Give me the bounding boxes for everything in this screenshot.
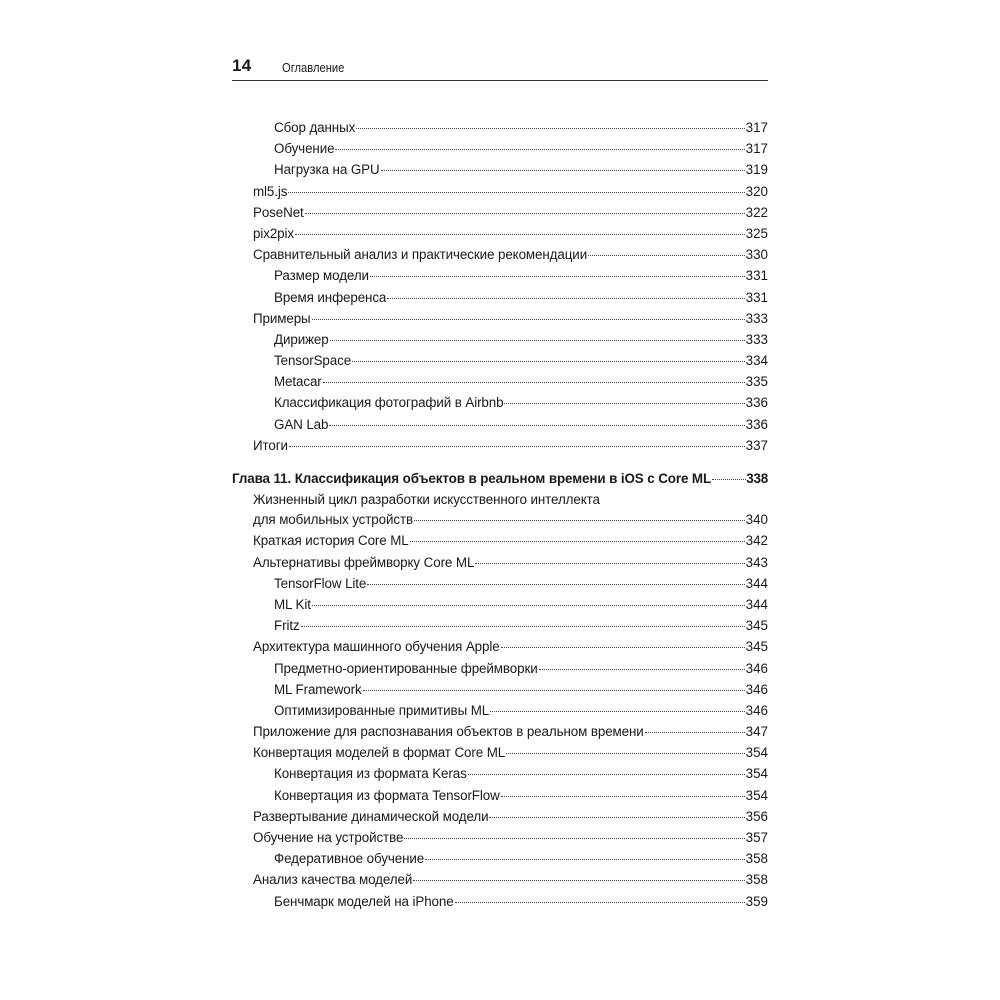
dot-leader [475, 563, 744, 564]
toc-entry-title: Обучение на устройстве [253, 830, 404, 845]
toc-entry-page: 346 [745, 681, 768, 697]
toc-entry [232, 700, 768, 721]
toc-entry-title: PoseNet [253, 204, 304, 220]
toc-entry-title: для мобильных устройств [253, 512, 414, 528]
toc-entry-title: ML Framework [274, 681, 362, 697]
dot-leader [455, 902, 745, 903]
toc-entry-page: 343 [745, 554, 768, 570]
toc-entry [232, 530, 768, 551]
toc-entry [232, 117, 768, 138]
toc-entry-title: GAN Lab [274, 416, 329, 432]
toc-entry [232, 573, 768, 594]
toc-entry [232, 350, 768, 371]
table-of-contents [232, 117, 768, 912]
dot-leader [312, 605, 745, 606]
toc-entry [232, 806, 768, 827]
toc-entry [232, 594, 768, 615]
page-header [232, 54, 768, 81]
toc-entry-title: Глава 11. Классификация объектов в реальном времени в iOS с Core ML [232, 471, 712, 486]
dot-leader [330, 340, 745, 341]
toc-entry-page: 347 [745, 724, 768, 740]
toc-entry-page: 317 [745, 120, 768, 135]
dot-leader [501, 796, 745, 797]
toc-entry-page: 344 [745, 575, 768, 591]
dot-leader [410, 541, 745, 542]
toc-entry [232, 891, 768, 912]
page-number: 14 [232, 56, 252, 75]
dot-leader [381, 170, 745, 171]
toc-entry-title: Приложение для распознавания объектов в реальном времени [253, 724, 644, 740]
toc-chapter-entry [232, 468, 768, 489]
toc-entry-title: Конвертация из формата TensorFlow [274, 787, 500, 803]
toc-entry-title: Конвертация моделей в формат Core ML [253, 745, 506, 761]
toc-entry-title: Fritz [274, 618, 300, 634]
dot-leader [289, 446, 745, 447]
toc-entry-title: Архитектура машинного обучения Apple [253, 639, 500, 655]
toc-entry-page: 354 [745, 787, 768, 803]
toc-entry-page: 330 [745, 247, 768, 263]
toc-entry [232, 223, 768, 244]
toc-entry-page: 337 [745, 437, 768, 453]
toc-entry-page: 346 [745, 702, 768, 718]
dot-leader [288, 192, 744, 193]
toc-entry-title: Конвертация из формата Keras [274, 766, 467, 782]
toc-entry-page: 336 [745, 395, 768, 411]
dot-leader [312, 319, 745, 320]
toc-entry-page: 344 [745, 596, 768, 612]
toc-entry [232, 869, 768, 890]
toc-entry-page: 345 [745, 618, 768, 634]
dot-leader [329, 425, 744, 426]
dot-leader [489, 817, 744, 818]
toc-entry [232, 848, 768, 869]
toc-entry-page: 345 [745, 639, 768, 655]
toc-entry [232, 509, 768, 530]
toc-entry-page: 333 [745, 331, 768, 347]
toc-entry [232, 615, 768, 636]
toc-entry [232, 181, 768, 202]
dot-leader [468, 774, 745, 775]
toc-entry-title: Оптимизированные примитивы ML [274, 702, 490, 718]
dot-leader [387, 298, 744, 299]
toc-entry-page: 317 [745, 141, 768, 157]
dot-leader [588, 255, 745, 256]
toc-entry-page: 346 [745, 660, 768, 676]
dot-leader [363, 690, 745, 691]
toc-entry [232, 763, 768, 784]
toc-entry-title: Краткая история Core ML [253, 533, 409, 549]
toc-entry [232, 552, 768, 573]
toc-entry [232, 371, 768, 392]
toc-entry-title: Бенчмарк моделей на iPhone [274, 893, 454, 909]
toc-entry-title: Жизненный цикл разработки искусственного интеллекта [253, 492, 600, 508]
dot-leader [712, 479, 746, 480]
toc-entry-page: 331 [745, 268, 768, 284]
toc-entry-title: Предметно-ориентированные фреймворки [274, 660, 538, 676]
toc-entry-title: ml5.js [253, 183, 288, 199]
toc-entry [232, 202, 768, 223]
toc-entry-title: Дирижер [274, 331, 329, 347]
dot-leader [413, 880, 744, 881]
toc-entry-page: 342 [745, 533, 768, 549]
toc-entry [232, 490, 768, 509]
toc-entry-title: Сбор данных [274, 120, 356, 135]
toc-entry-title: Развертывание динамической модели [253, 808, 489, 824]
toc-entry-page: 354 [745, 745, 768, 761]
toc-entry [232, 329, 768, 350]
dot-leader [645, 732, 745, 733]
toc-entry-page: 325 [745, 225, 768, 241]
toc-entry-page: 338 [746, 471, 768, 486]
dot-leader [404, 838, 744, 839]
toc-entry-page: 358 [745, 872, 768, 888]
toc-entry-title: Федеративное обучение [274, 851, 425, 867]
toc-entry-page: 319 [745, 162, 768, 178]
toc-entry-title: Анализ качества моделей [253, 872, 413, 888]
toc-entry-title: TensorFlow Lite [274, 575, 367, 591]
dot-leader [539, 669, 745, 670]
toc-entry-title: Примеры [253, 310, 311, 326]
toc-entry [232, 287, 768, 308]
toc-entry [232, 414, 768, 435]
dot-leader [414, 520, 745, 521]
toc-entry [232, 435, 768, 456]
toc-entry-title: Альтернативы фреймворку Core ML [253, 554, 475, 570]
dot-leader [367, 584, 744, 585]
toc-entry-title: Сравнительный анализ и практические рекомендации [253, 247, 588, 263]
toc-entry-page: 331 [745, 289, 768, 305]
toc-entry [232, 159, 768, 180]
toc-entry [232, 636, 768, 657]
toc-entry-title: Время инференса [274, 289, 387, 305]
dot-leader [356, 128, 744, 129]
dot-leader [352, 361, 745, 362]
dot-leader [295, 234, 745, 235]
toc-entry-page: 340 [745, 512, 768, 528]
dot-leader [504, 403, 744, 404]
toc-entry-page: 358 [745, 851, 768, 867]
toc-entry [232, 785, 768, 806]
toc-entry [232, 244, 768, 265]
toc-entry [232, 721, 768, 742]
toc-entry-title: Классификация фотографий в Airbnb [274, 395, 504, 411]
dot-leader [305, 213, 745, 214]
toc-entry-page: 336 [745, 416, 768, 432]
dot-leader [501, 647, 745, 648]
toc-entry-title: Metacar [274, 374, 322, 390]
dot-leader [335, 149, 744, 150]
toc-entry-title: pix2pix [253, 225, 294, 241]
toc-entry-page: 354 [745, 766, 768, 782]
toc-entry-page: 333 [745, 310, 768, 326]
toc-entry [232, 827, 768, 848]
toc-entry [232, 138, 768, 159]
toc-entry [232, 392, 768, 413]
toc-entry [232, 265, 768, 286]
toc-entry-page: 322 [745, 204, 768, 220]
toc-entry [232, 308, 768, 329]
dot-leader [323, 382, 745, 383]
dot-leader [425, 859, 745, 860]
toc-entry-title: Размер модели [274, 268, 369, 284]
running-title: Оглавление [282, 60, 345, 75]
toc-entry-page: 359 [745, 893, 768, 909]
toc-entry-page: 334 [745, 353, 768, 369]
toc-entry-page: 356 [745, 808, 768, 824]
toc-entry-page: 357 [745, 830, 768, 845]
toc-entry-title: Обучение [274, 141, 335, 157]
toc-entry-title: Итоги [253, 437, 288, 453]
dot-leader [490, 711, 745, 712]
toc-entry [232, 742, 768, 763]
dot-leader [370, 276, 745, 277]
toc-entry [232, 679, 768, 700]
dot-leader [301, 626, 745, 627]
toc-entry-title: Нагрузка на GPU [274, 162, 380, 178]
toc-entry-page: 320 [745, 183, 768, 199]
toc-entry-page: 335 [745, 374, 768, 390]
toc-entry [232, 658, 768, 679]
toc-entry-title: ML Kit [274, 596, 311, 612]
dot-leader [506, 753, 745, 754]
toc-entry-title: TensorSpace [274, 353, 352, 369]
